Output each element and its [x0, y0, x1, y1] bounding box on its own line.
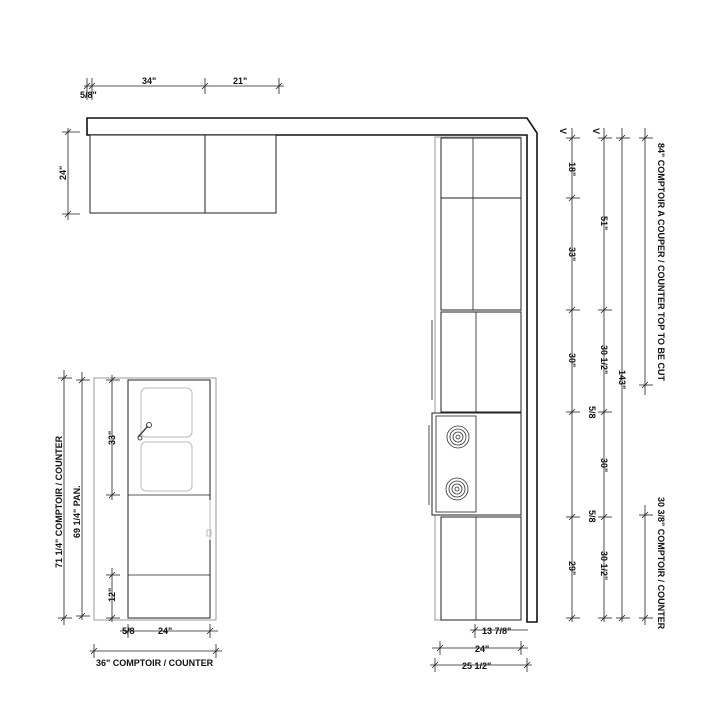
note-84-counter-top: 84" COMPTOIR A COUPER / COUNTER TOP TO BE CUT	[656, 143, 666, 381]
range	[432, 413, 521, 515]
dim-island-12: 12"	[107, 587, 117, 602]
island-base	[128, 380, 210, 618]
right-cabinet-run	[429, 137, 521, 620]
dim-right-5-8-a: 5/8	[587, 406, 597, 419]
dim-right-30-half-a: 30 1/2"	[599, 345, 609, 375]
right-cabinet-18	[441, 138, 521, 198]
dim-bottom-25-half: 25 1/2"	[462, 661, 492, 671]
dim-right-51: 51"	[599, 216, 609, 231]
dim-right-30-half-b: 30 1/2"	[599, 551, 609, 581]
dim-island-33: 33"	[107, 430, 117, 445]
dim-right-33: 33"	[567, 247, 577, 262]
note-30-38-counter: 30 3/8" COMPTOIR / COUNTER	[656, 497, 666, 630]
dim-right-5-8-b: 5/8	[587, 510, 597, 523]
dim-right-30-b: 30"	[599, 458, 609, 473]
dim-bottom-24: 24"	[475, 644, 490, 654]
dim-island-24: 24"	[158, 626, 173, 636]
dim-right-18: 18"	[567, 162, 577, 177]
dim-left-24: 24"	[58, 165, 68, 180]
dim-island-71: 71 1/4" COMPTOIR / COUNTER	[54, 435, 64, 568]
dim-right-143: 143"	[617, 370, 627, 390]
right-cabinet-30	[441, 312, 521, 412]
dim-right-v1: V	[558, 128, 568, 135]
upper-cabinet-21	[205, 135, 276, 213]
dim-island-5-8: 5/8	[122, 626, 135, 636]
dim-right-v2: V	[591, 128, 601, 135]
right-cabinet-29	[441, 517, 521, 620]
dim-right-29: 29"	[567, 561, 577, 576]
right-cabinet-33	[441, 198, 521, 310]
dim-island-counter-36: 36" COMPTOIR / COUNTER	[96, 658, 214, 668]
dim-bottom-13-78: 13 7/8"	[482, 626, 512, 636]
dim-top-5-8: 5/8"	[80, 90, 97, 100]
dim-right-30: 30"	[567, 353, 577, 368]
dim-top-21: 21"	[233, 76, 248, 86]
dim-island-69: 69 1/4" PAN.	[72, 485, 82, 538]
upper-cabinet-34	[90, 135, 205, 213]
dim-top-34: 34"	[142, 76, 157, 86]
